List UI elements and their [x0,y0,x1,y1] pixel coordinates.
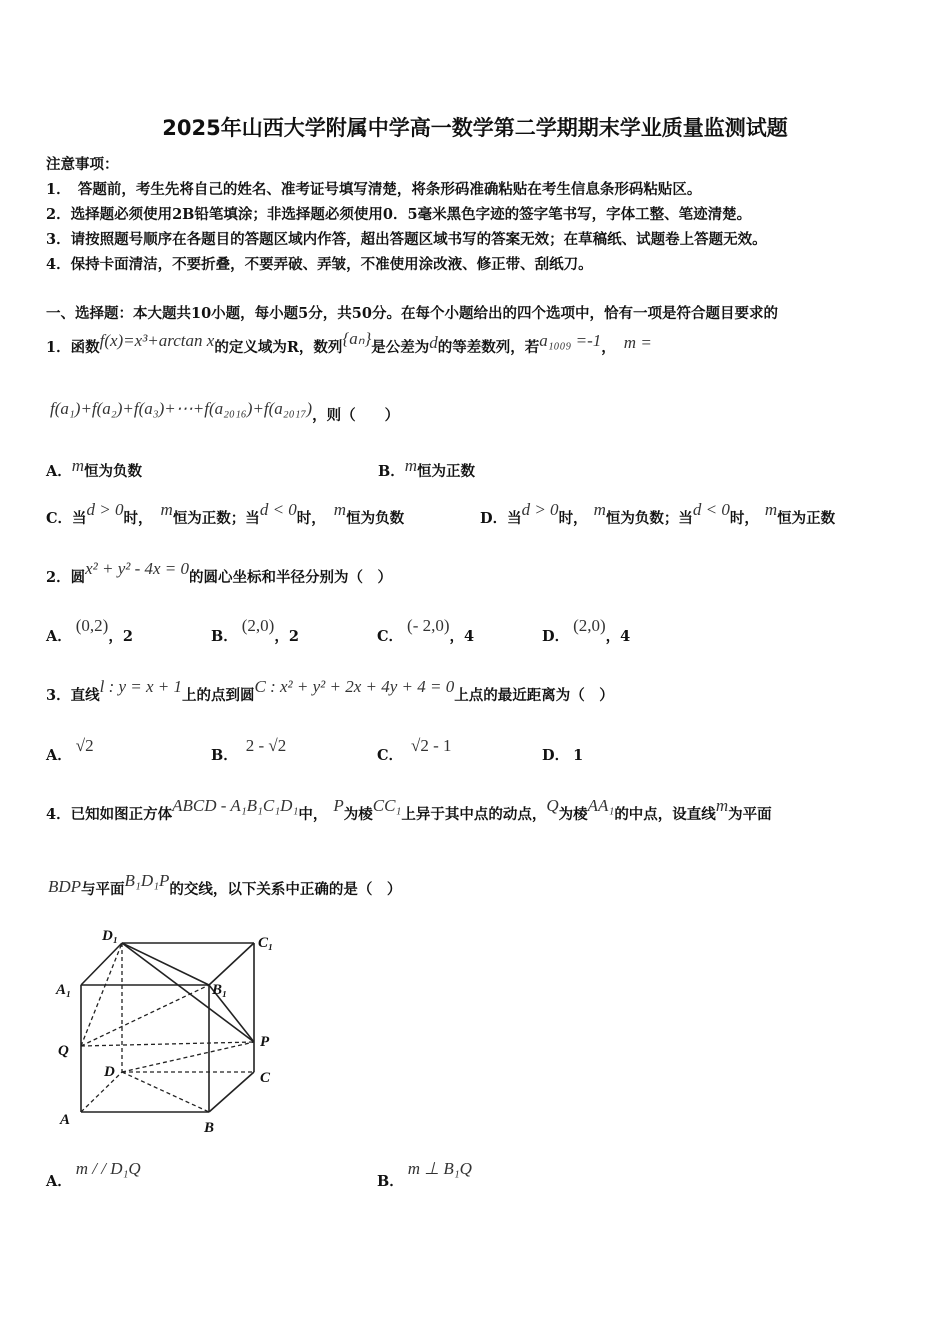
q1-option-a[interactable]: A．m恒为负数 [46,456,143,480]
cube-hidden-edges [81,943,254,1112]
vertex-label-b: B [204,1120,215,1136]
q3-circle: C : x² + y² + 2x + 4y + 4 = 0 [254,677,455,696]
q1-function: f(x)=x³+arctan x [99,331,215,350]
vertex-label-d1: D₁ [102,928,119,944]
q4-option-b[interactable]: B．m ⊥ B₁Q [377,1159,472,1190]
question-1: 1．函数f(x)=x³+arctan x的定义域为R，数列{aₙ}是公差为d的等差数列，若a₁₀₀₉ =-1， m = [46,329,652,356]
q4-cube: ABCD - A₁B₁C₁D₁ [172,796,299,815]
q4-line-2: BDP与平面B₁D₁P的交线，以下关系中正确的是（ ） [48,871,402,898]
q1-option-d[interactable]: D．当d > 0时， m恒为负数；当d < 0时， m恒为正数 [480,500,836,527]
vertex-label-a: A [60,1112,71,1128]
q1-sum-line: f(a₁)+f(a₂)+f(a₃)+⋯+f(a₂₀₁₆)+f(a₂₀₁₇)，则（ ） [50,399,400,424]
q1-condition: a₁₀₀₉ =-1 [539,331,602,350]
q2-option-a[interactable]: A．(0,2)，2 [46,616,133,645]
vertex-label-p: P [260,1034,270,1050]
q3-option-c[interactable]: C．√2 - 1 [377,736,452,764]
vertex-label-c1: C₁ [258,935,274,951]
q3-option-d[interactable]: D． 1 [542,747,584,764]
section-heading: 一、选择题：本大题共10小题，每小题5分，共50分。在每个小题给出的四个选项中，恰有一项是符合题目要求的 [46,305,778,322]
question-2: 2．圆x² + y² - 4x = 0的圆心坐标和半径分别为（ ） [46,559,393,586]
vertex-label-d: D [104,1064,115,1080]
notice-heading: 注意事项： [46,156,119,173]
q3-option-b[interactable]: B．2 - √2 [211,736,287,764]
vertex-label-q: Q [58,1043,69,1059]
q2-option-b[interactable]: B．(2,0)，2 [211,616,299,645]
notice-item: 4．保持卡面清洁，不要折叠，不要弄破、弄皱，不准使用涂改液、修正带、刮纸刀。 [46,256,593,273]
q2-option-d[interactable]: D．(2,0)，4 [542,616,631,645]
q2-option-c[interactable]: C．(- 2,0)，4 [377,616,475,645]
q1-sum: f(a₁)+f(a₂)+f(a₃)+⋯+f(a₂₀₁₆)+f(a₂₀₁₇) [50,399,313,418]
notice-item: 2．选择题必须使用2B铅笔填涂；非选择题必须使用0．5毫米黑色字迹的签字笔书写，字体工整、笔迹清楚。 [46,206,752,223]
q1-sequence: {aₙ} [342,329,372,348]
q2-equation: x² + y² - 4x = 0 [85,559,190,578]
page-title: 2025年山西大学附属中学高一数学第二学期期末学业质量监测试题 [162,116,788,140]
q1-option-b[interactable]: B．m恒为正数 [378,456,476,480]
vertex-label-a1: A₁ [56,982,72,998]
vertex-label-c: C [260,1070,271,1086]
q1-number: 1． [46,339,71,356]
q4-option-a[interactable]: A．m / / D₁Q [46,1159,141,1190]
notice-item: 1． 答题前，考生先将自己的姓名、准考证号填写清楚，将条形码准确粘贴在考生信息条形码粘贴区。 [46,181,702,198]
vertex-label-b1: B₁ [212,982,228,998]
question-4: 4．已知如图正方体ABCD - A₁B₁C₁D₁中， P为棱CC₁上异于其中点的动点，Q为棱AA₁的中点，设直线m为平面 [46,796,772,823]
q1-option-c[interactable]: C．当d > 0时， m恒为正数；当d < 0时， m恒为负数 [46,500,405,527]
notice-item: 3．请按照题号顺序在各题目的答题区域内作答，超出答题区域书写的答案无效；在草稿纸、试题卷上答题无效。 [46,231,767,248]
q3-option-a[interactable]: A．√2 [46,736,94,764]
cube-figure [50,922,290,1142]
q3-line: l : y = x + 1 [99,677,183,696]
question-3: 3．直线l : y = x + 1上的点到圆C : x² + y² + 2x + 4y + 4 = 0上点的最近距离为（ ） [46,677,614,704]
